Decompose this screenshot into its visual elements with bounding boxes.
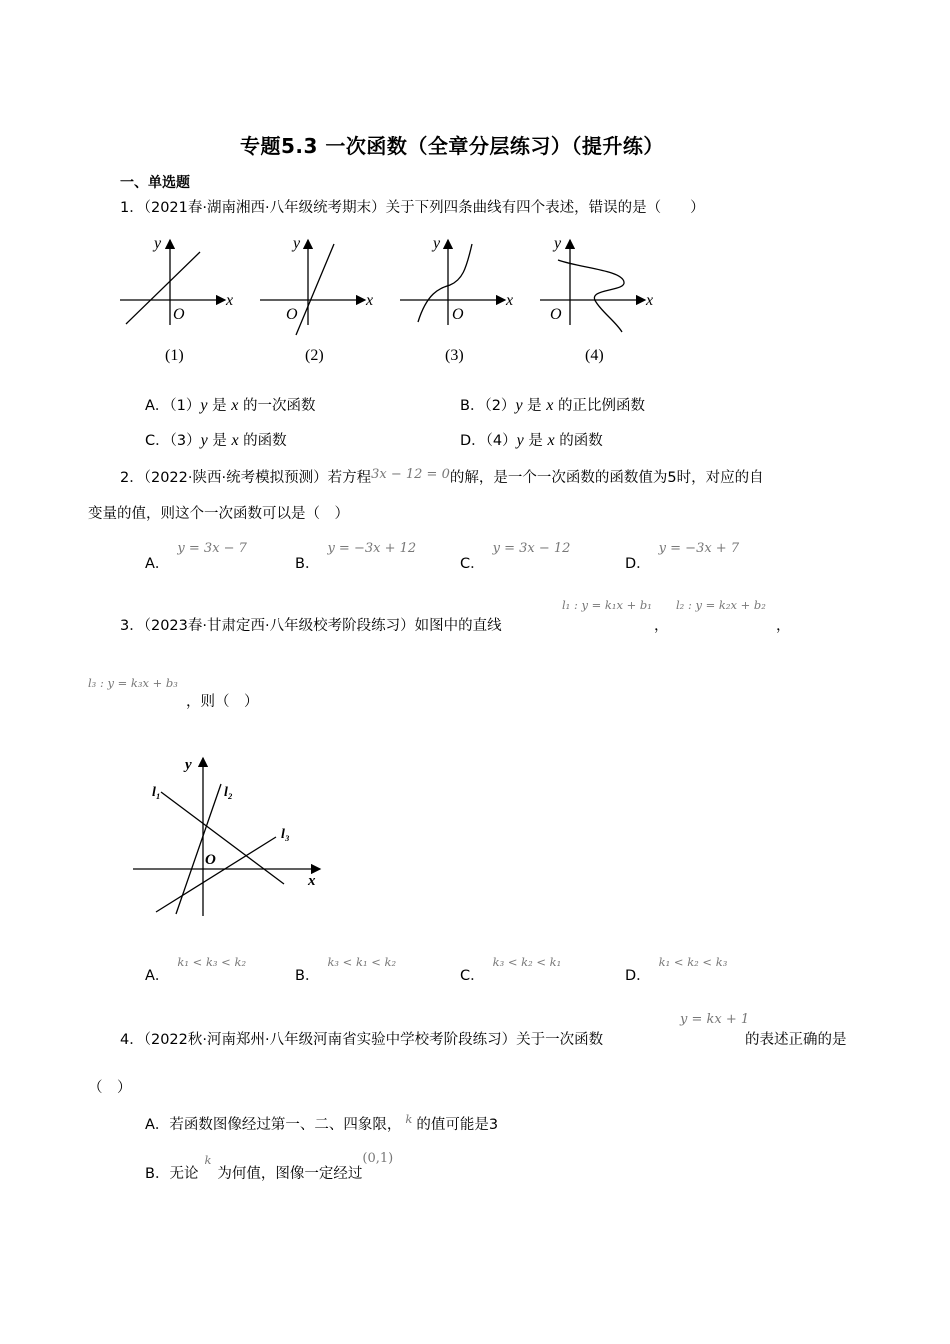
question-3-sep2: ， — [776, 618, 791, 634]
question-3-option-a[interactable]: A．$^{k_1 < k_3 < k_2}$ — [145, 955, 247, 984]
graph-4-origin: O — [550, 306, 562, 323]
graph-4-curve — [558, 260, 624, 332]
graph-1-x-label: x — [226, 292, 234, 309]
graph-2-line — [296, 244, 334, 335]
question-4-stem-cont: 的表述正确的是 — [745, 1032, 847, 1048]
graph-1 — [120, 235, 233, 364]
graph-1-caption: (1) — [165, 347, 184, 364]
graph-2-caption: (2) — [305, 347, 324, 364]
question-3-stem: 3．（2023春·甘肃定西·八年级校考阶段练习）如图中的直线 — [120, 618, 502, 634]
question-3-sep1: ， — [654, 618, 669, 634]
question-1-stem — [120, 196, 705, 217]
fig3-l2-label: l₂ — [224, 785, 233, 800]
question-2-option-d[interactable]: D．y = −3x + 7 — [625, 541, 740, 572]
question-3-option-d[interactable]: D．$^{k_1 < k_2 < k_3}$ — [625, 955, 728, 984]
question-1-option-d[interactable]: D．（4）y 是 x 的函数 — [460, 432, 603, 449]
question-3-figure — [128, 752, 338, 922]
question-3-stem-cont: ，则（ ） — [186, 694, 259, 710]
question-3-l1: l₁ : y = k₁x + b₁ — [562, 598, 652, 612]
graph-4-caption: (4) — [585, 347, 604, 364]
fig3-origin: O — [205, 852, 216, 868]
question-4-stem: 4．（2022秋·河南郑州·八年级河南省实验中学校考阶段练习）关于一次函数 — [120, 1032, 604, 1048]
graph-2-origin: O — [286, 306, 298, 323]
question-4-option-a[interactable]: A．若函数图像经过第一、二、四象限， $^k$ 的值可能是3 — [145, 1112, 499, 1133]
section-heading: 一、单选题 — [120, 175, 190, 191]
question-3-option-c[interactable]: C．$^{k_3 < k_2 < k_1}$ — [460, 955, 562, 984]
fig3-l3-label: l₃ — [281, 827, 290, 842]
graph-1-y-label: y — [154, 235, 162, 252]
graph-3-caption: (3) — [445, 347, 464, 364]
question-4-answer-paren: （ ） — [88, 1080, 132, 1096]
fig3-y-label: y — [185, 757, 192, 773]
question-1-option-b[interactable]: B．（2）y 是 x 的正比例函数 — [460, 397, 645, 414]
line-l3 — [156, 837, 276, 912]
graph-2 — [260, 235, 373, 364]
question-2-equation: 3x − 12 = 0 — [371, 467, 450, 482]
graph-4 — [540, 235, 653, 364]
page-title: 专题5.3 一次函数（全章分层练习）（提升练） — [240, 134, 664, 158]
question-2-option-c[interactable]: C．y = 3x − 12 — [460, 541, 571, 572]
question-2-stem: 2．（2022·陕西·统考模拟预测）若方程3x − 12 = 0的解，是一个一次函数的函数值为5时，对应的自 — [120, 467, 764, 486]
question-2-option-a[interactable]: A．y = 3x − 7 — [145, 541, 247, 572]
fig3-x-label: x — [308, 873, 316, 889]
fig3-l1-label: l₁ — [152, 785, 161, 800]
question-4-option-b[interactable]: B．无论$^k$为何值，图像一定经过(0,1) — [145, 1151, 394, 1182]
question-1-number: 1． — [120, 200, 144, 216]
question-2-stem-cont: 变量的值，则这个一次函数可以是（ ） — [88, 506, 349, 522]
graph-4-x-label: x — [646, 292, 654, 309]
graph-3 — [400, 235, 513, 364]
question-1-option-a[interactable]: A．（1）y 是 x 的一次函数 — [145, 397, 316, 414]
graph-1-origin: O — [173, 306, 185, 323]
graph-2-x-label: x — [366, 292, 374, 309]
graph-3-x-label: x — [506, 292, 514, 309]
question-4-function: y = kx + 1 — [680, 1012, 750, 1027]
question-1-text: （2021春·湖南湘西·八年级统考期末）关于下列四条曲线有四个表述，错误的是（ ） — [143, 200, 705, 216]
question-3-option-b[interactable]: B．$^{k_3 < k_1 < k_2}$ — [295, 955, 397, 984]
question-3-l2: l₂ : y = k₂x + b₂ — [676, 598, 766, 612]
question-3-l3: l₃ : y = k₃x + b₃ — [88, 676, 178, 690]
graph-3-curve — [418, 244, 472, 322]
question-2-option-b[interactable]: B．y = −3x + 12 — [295, 541, 417, 572]
graph-1-line — [126, 252, 200, 324]
question-1-graphs — [110, 230, 670, 375]
question-1-option-c[interactable]: C．（3）y 是 x 的函数 — [145, 432, 287, 449]
graph-4-y-label: y — [554, 235, 562, 252]
line-l2 — [176, 784, 221, 914]
graph-2-y-label: y — [293, 235, 301, 252]
graph-3-y-label: y — [433, 235, 441, 252]
graph-3-origin: O — [452, 306, 464, 323]
